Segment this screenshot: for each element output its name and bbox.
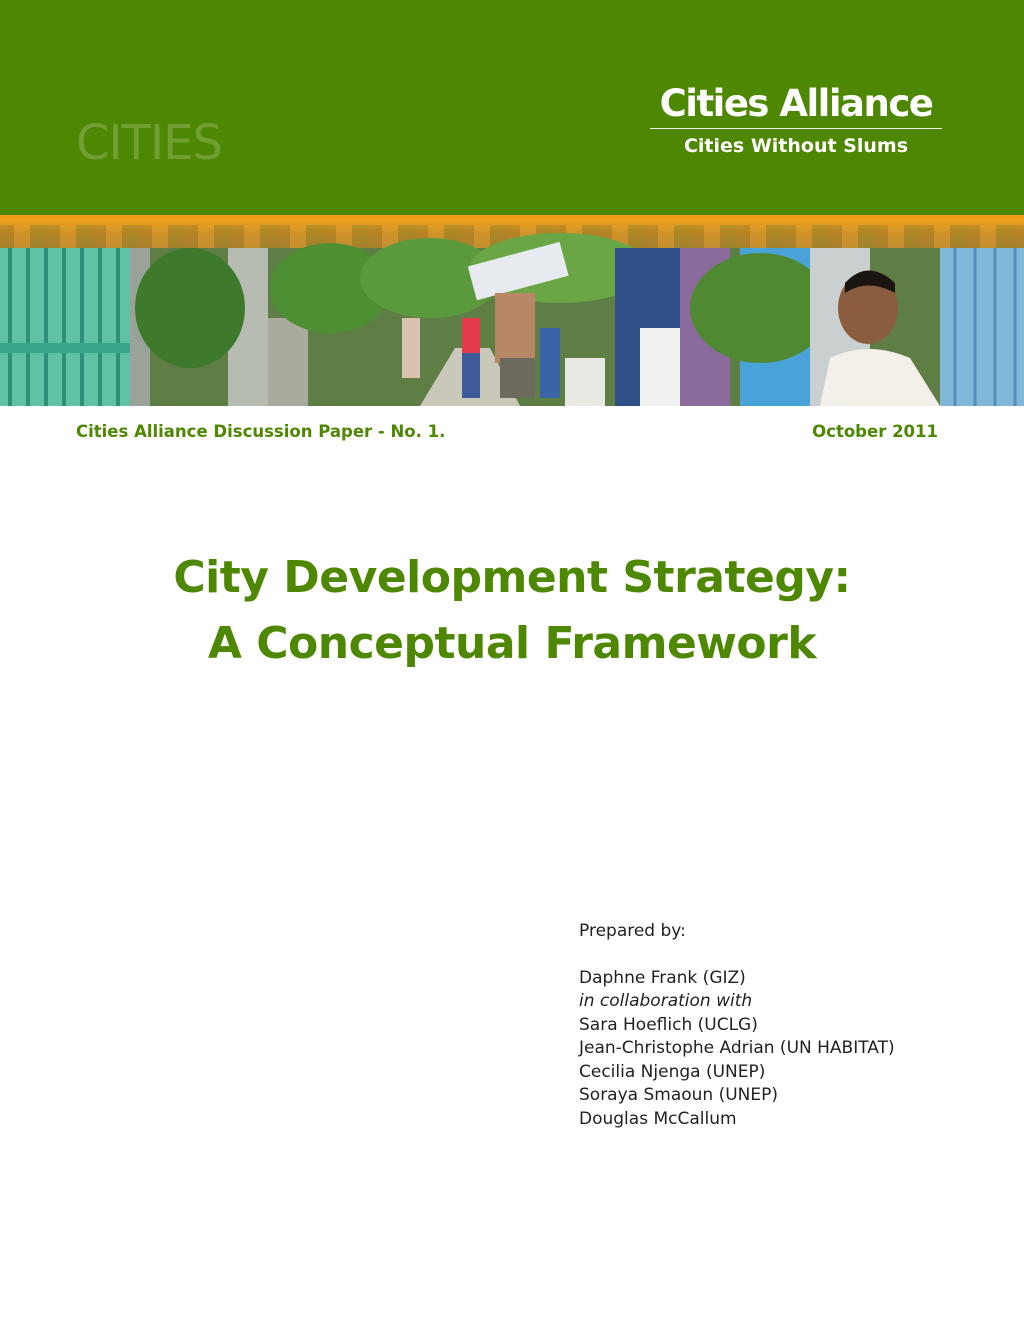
lead-author: Daphne Frank (GIZ) — [579, 967, 746, 988]
publication-date: October 2011 — [812, 422, 938, 441]
series-label: Cities Alliance Discussion Paper - No. 1. — [76, 422, 446, 441]
watermark-line: CITIES — [76, 115, 222, 171]
collaboration-label: in collaboration with — [579, 991, 753, 1011]
document-title — [0, 545, 1024, 677]
collaborator: Jean-Christophe Adrian (UN HABITAT) — [579, 1038, 895, 1058]
title-line-2: A Conceptual Framework — [207, 618, 817, 669]
collaborator: Douglas McCallum — [579, 1108, 737, 1129]
cover-header — [0, 0, 1024, 215]
collaborator: Soraya Smaoun (UNEP) — [579, 1085, 779, 1105]
title-line-1: City Development Strategy: — [173, 552, 851, 603]
brand-divider — [650, 128, 942, 129]
collaborator: Sara Hoeflich (UCLG) — [579, 1014, 758, 1035]
brand-name: Cities Alliance — [659, 82, 933, 125]
collaborator: Cecilia Njenga (UNEP) — [579, 1061, 766, 1082]
brand-tagline: Cities Without Slums — [683, 135, 909, 157]
prepared-by-label: Prepared by: — [579, 921, 686, 941]
cities-alliance-logo — [646, 82, 946, 158]
cover-photo — [0, 248, 1024, 406]
street-scene-photo — [0, 248, 1024, 406]
credits-block — [579, 920, 895, 1131]
